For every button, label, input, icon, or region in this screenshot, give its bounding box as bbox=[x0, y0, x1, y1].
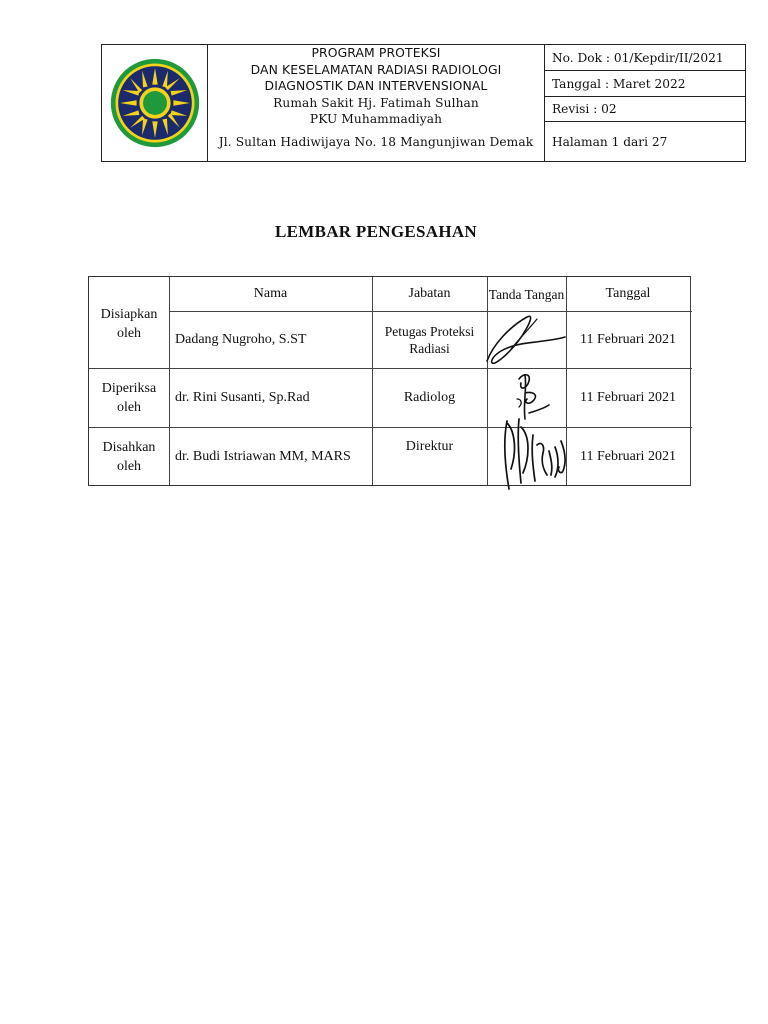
doc-revision: Revisi : 02 bbox=[545, 97, 745, 122]
muhammadiyah-sun-logo-icon bbox=[109, 57, 201, 149]
header-title-line-1: PROGRAM PROTEKSI bbox=[311, 45, 441, 60]
header-title-cell bbox=[208, 45, 545, 161]
header-position: Jabatan bbox=[408, 286, 451, 301]
document-title: LEMBAR PENGESAHAN bbox=[274, 222, 478, 241]
header-meta-cell bbox=[545, 45, 745, 161]
header-name: Nama bbox=[253, 286, 288, 301]
column-divider bbox=[690, 277, 691, 485]
doc-date: Tanggal : Maret 2022 bbox=[545, 71, 745, 97]
table-row-date: 11 Februari 2021 bbox=[580, 389, 676, 405]
header-signature: Tanda Tangan bbox=[488, 286, 565, 302]
table-row-position: Petugas Proteksi Radiasi bbox=[384, 323, 475, 356]
table-row-position: Direktur bbox=[405, 439, 454, 454]
table-row-date: 11 Februari 2021 bbox=[580, 331, 676, 347]
role-approved: Disahkan oleh bbox=[102, 439, 156, 474]
table-row-name: dr. Budi Istriawan MM, MARS bbox=[175, 448, 351, 464]
organization-name: PKU Muhammadiyah bbox=[309, 112, 443, 126]
hospital-address: Jl. Sultan Hadiwijaya No. 18 Mangunjiwan Demak bbox=[218, 134, 534, 149]
doc-page: Halaman 1 dari 27 bbox=[552, 134, 668, 149]
signature-dadang bbox=[481, 305, 571, 369]
signature-budi bbox=[497, 411, 577, 493]
table-row-name: Dadang Nugroho, S.ST bbox=[175, 331, 307, 347]
hospital-name: Rumah Sakit Hj. Fatimah Sulhan bbox=[273, 95, 479, 110]
approval-table bbox=[88, 276, 691, 486]
logo-cell bbox=[102, 45, 208, 161]
table-row-name: dr. Rini Susanti, Sp.Rad bbox=[175, 389, 310, 405]
doc-number: No. Dok : 01/Kepdir/II/2021 bbox=[545, 45, 745, 71]
table-row-position: Radiolog bbox=[403, 389, 456, 405]
table-row-date: 11 Februari 2021 bbox=[580, 448, 676, 464]
header-date: Tanggal bbox=[605, 286, 651, 301]
role-prepared: Disiapkan oleh bbox=[100, 307, 158, 341]
role-checked: Diperiksa oleh bbox=[101, 380, 157, 415]
document-header bbox=[101, 44, 746, 162]
header-title-line-2: DAN KESELAMATAN RADIASI RADIOLOGI bbox=[250, 61, 502, 77]
header-title-line-3: DIAGNOSTIK DAN INTERVENSIONAL bbox=[264, 78, 488, 93]
